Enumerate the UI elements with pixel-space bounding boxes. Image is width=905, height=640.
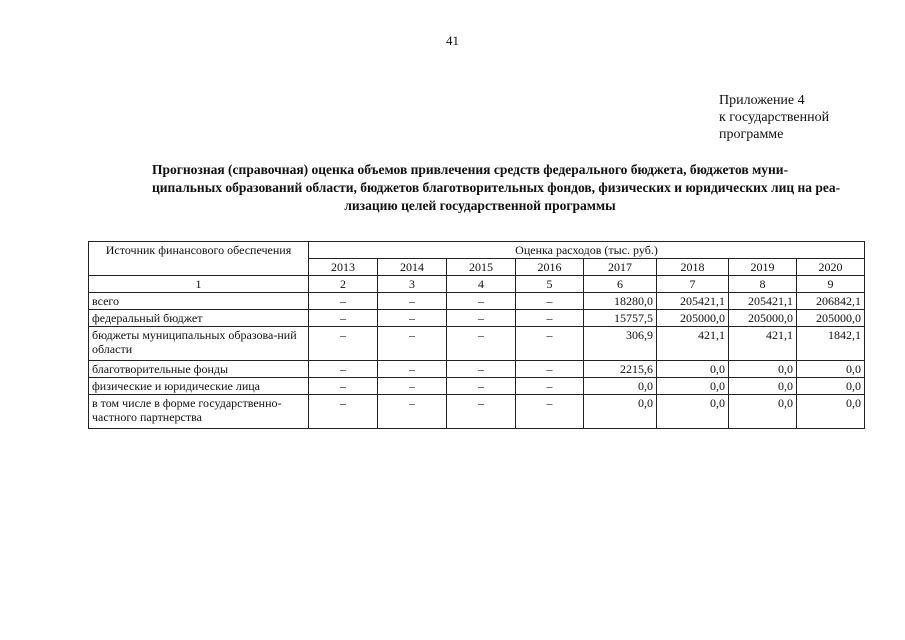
title-line-2: ципальных образований области, бюджетов благотворительных фондов, физических и юридических лиц на реа- (152, 180, 841, 195)
value-cell: – (516, 395, 584, 429)
source-cell: физические и юридические лица (89, 378, 309, 395)
column-number: 1 (89, 276, 309, 293)
value-cell: – (516, 293, 584, 310)
document-title (80, 161, 880, 215)
year-cell: 2018 (657, 259, 729, 276)
header-source: Источник финансового обеспечения (89, 242, 309, 276)
table-row (89, 327, 865, 361)
table-row (89, 378, 865, 395)
column-number: 8 (729, 276, 797, 293)
title-line-3: лизацию целей государственной программы (344, 198, 616, 213)
value-cell: – (378, 327, 447, 361)
value-cell: – (378, 361, 447, 378)
appendix-note (719, 92, 829, 143)
value-cell: – (447, 395, 516, 429)
value-cell: – (516, 378, 584, 395)
column-number: 6 (584, 276, 657, 293)
funding-table (88, 241, 865, 429)
value-cell: – (378, 378, 447, 395)
value-cell: – (309, 361, 378, 378)
value-cell: 205000,0 (797, 310, 865, 327)
table-row (89, 310, 865, 327)
appendix-line-1: Приложение 4 (719, 93, 805, 108)
column-number: 9 (797, 276, 865, 293)
header-estimate: Оценка расходов (тыс. руб.) (309, 242, 865, 259)
value-cell: 0,0 (584, 395, 657, 429)
value-cell: – (309, 310, 378, 327)
value-cell: – (378, 310, 447, 327)
table-row (89, 395, 865, 429)
value-cell: 205421,1 (657, 293, 729, 310)
value-cell: – (447, 293, 516, 310)
value-cell: – (309, 395, 378, 429)
year-cell: 2013 (309, 259, 378, 276)
source-cell: благотворительные фонды (89, 361, 309, 378)
value-cell: 0,0 (729, 361, 797, 378)
appendix-line-2: к государственной (719, 110, 830, 125)
source-cell: бюджеты муниципальных образова-ний области (89, 327, 309, 361)
value-cell: 205000,0 (729, 310, 797, 327)
value-cell: 421,1 (729, 327, 797, 361)
value-cell: – (447, 361, 516, 378)
year-cell: 2019 (729, 259, 797, 276)
value-cell: 0,0 (729, 395, 797, 429)
value-cell: – (447, 378, 516, 395)
column-number: 2 (309, 276, 378, 293)
value-cell: 0,0 (797, 395, 865, 429)
value-cell: 205421,1 (729, 293, 797, 310)
source-cell: в том числе в форме государственно-частного партнерства (89, 395, 309, 429)
column-number: 7 (657, 276, 729, 293)
table-row (89, 361, 865, 378)
value-cell: 206842,1 (797, 293, 865, 310)
value-cell: – (309, 293, 378, 310)
value-cell: – (447, 310, 516, 327)
value-cell: 0,0 (584, 378, 657, 395)
value-cell: 1842,1 (797, 327, 865, 361)
year-cell: 2014 (378, 259, 447, 276)
source-cell: федеральный бюджет (89, 310, 309, 327)
value-cell: – (309, 378, 378, 395)
value-cell: 0,0 (657, 395, 729, 429)
header-row (89, 242, 865, 259)
value-cell: – (516, 327, 584, 361)
value-cell: 306,9 (584, 327, 657, 361)
year-cell: 2017 (584, 259, 657, 276)
column-number: 3 (378, 276, 447, 293)
value-cell: – (516, 310, 584, 327)
year-cell: 2020 (797, 259, 865, 276)
value-cell: – (378, 395, 447, 429)
year-cell: 2016 (516, 259, 584, 276)
value-cell: 421,1 (657, 327, 729, 361)
value-cell: 2215,6 (584, 361, 657, 378)
value-cell: – (309, 327, 378, 361)
value-cell: 205000,0 (657, 310, 729, 327)
value-cell: 15757,5 (584, 310, 657, 327)
title-line-1: Прогнозная (справочная) оценка объемов привлечения средств федерального бюджета, бюджетов муни- (152, 162, 789, 177)
value-cell: 0,0 (729, 378, 797, 395)
column-number: 5 (516, 276, 584, 293)
value-cell: 18280,0 (584, 293, 657, 310)
source-cell: всего (89, 293, 309, 310)
column-number: 4 (447, 276, 516, 293)
table-row (89, 293, 865, 310)
column-numbers-row (89, 276, 865, 293)
value-cell: 0,0 (657, 378, 729, 395)
value-cell: – (447, 327, 516, 361)
year-cell: 2015 (447, 259, 516, 276)
value-cell: 0,0 (797, 361, 865, 378)
page-number: 41 (446, 33, 459, 48)
appendix-line-3: программе (719, 127, 784, 142)
value-cell: – (378, 293, 447, 310)
value-cell: – (516, 361, 584, 378)
value-cell: 0,0 (657, 361, 729, 378)
value-cell: 0,0 (797, 378, 865, 395)
